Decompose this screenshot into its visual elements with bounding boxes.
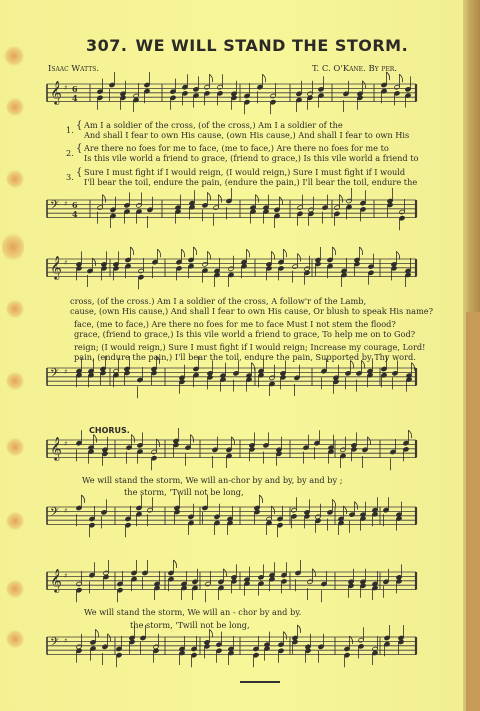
treble-clef-icon: 𝄞 (50, 80, 62, 104)
verse-number: 2. (66, 148, 74, 158)
note-flag (396, 251, 399, 259)
note-flag (157, 249, 160, 257)
bass-clef-icon: 𝄢 (50, 199, 60, 215)
note-flag (255, 195, 258, 203)
note-flag (246, 249, 249, 257)
verse-number: 3. (66, 172, 74, 182)
chorus-heading: CHORUS. (89, 426, 130, 435)
note-flag (209, 74, 212, 82)
note-flag (131, 435, 134, 443)
lyric-line: Sure I must fight if I would reign, (I would reign,) Sure I must fight if I would (84, 167, 406, 177)
note-flag (386, 72, 389, 80)
brace: { (76, 167, 83, 178)
note-flag (362, 81, 365, 89)
note-flag (209, 629, 212, 637)
note-flag (332, 247, 335, 255)
sharp-icon: ♯ (64, 84, 68, 92)
sharp-icon: ♯ (64, 507, 68, 515)
note-flag (283, 249, 286, 257)
note-flag (107, 634, 110, 642)
bass-clef-icon: 𝄢 (50, 367, 60, 383)
chorus-lyric: We will stand the storm, We will an - chor by and by. (84, 607, 302, 617)
hymn-title-text: WE WILL STAND THE STORM. (135, 36, 409, 55)
note-flag (297, 625, 300, 633)
note-flag (411, 363, 414, 371)
lyric-line: Are there no foes for me to face, (me to face,) Are there no foes for me to (84, 143, 389, 153)
note-flag (95, 629, 98, 637)
lyric-line: I'll bear the toil, endure the pain, (endure the pain,) I'll bear the toil, endure the (84, 177, 418, 187)
note-flag (181, 249, 184, 257)
note-flag (207, 192, 210, 200)
sharp-icon: ♯ (64, 572, 68, 580)
treble-clef-icon: 𝄞 (50, 436, 62, 460)
lyric-line: Am I a soldier of the cross, (of the cross,) Am I a soldier of the (84, 120, 343, 130)
lyric-line: And shall I fear to own His cause, (own His cause,) And shall I fear to own His (84, 130, 410, 140)
note-flag (332, 499, 335, 507)
note-flag (190, 435, 193, 443)
bass-clef-icon: 𝄢 (50, 506, 60, 522)
note-flag (223, 569, 226, 577)
note-flag (207, 251, 210, 259)
chorus-lyric: the storm, 'Twill not be long, (124, 487, 244, 497)
time-signature: 6 (72, 200, 78, 210)
note-flag (399, 74, 402, 82)
note-flag (367, 437, 370, 445)
sharp-icon: ♯ (64, 259, 68, 267)
sharp-icon: ♯ (64, 637, 68, 645)
bass-clef-icon: 𝄢 (50, 636, 60, 652)
hymn-number: 307. (86, 36, 128, 55)
note-flag (231, 437, 234, 445)
lyric-line: cause, (own His cause,) And shall I fear to own His cause, Or blush to speak His name? (70, 306, 433, 316)
sharp-icon: ♯ (64, 368, 68, 376)
note-flag (359, 247, 362, 255)
lyric-line: reign; (I would reign,) Sure I must fight if I would reign; Increase my courage, Lord! (74, 342, 426, 352)
note-flag (271, 251, 274, 259)
note-flag (251, 363, 254, 371)
lyric-line: grace, (friend to grace,) Is this vile world a friend to grace, To help me on to God? (74, 329, 416, 339)
lyricist-credit: Isaac Watts. (48, 64, 100, 74)
page-mark (240, 681, 280, 683)
treble-clef-icon: 𝄞 (50, 568, 62, 592)
note-flag (218, 195, 221, 203)
treble-clef-icon: 𝄞 (50, 255, 62, 279)
lyric-line: cross, (of the cross.) Am I a soldier of the cross, A follow'r of the Lamb, (70, 296, 367, 306)
note-flag (173, 560, 176, 568)
note-flag (354, 502, 357, 510)
note-flag (339, 195, 342, 203)
note-flag (408, 430, 411, 438)
note-flag (297, 254, 300, 262)
note-flag (312, 569, 315, 577)
chorus-lyric: the storm, 'Twill not be long, (130, 620, 250, 630)
lyric-line: Is this vile world a friend to grace, (friend to grace,) Is this vile world a friend to (84, 153, 419, 163)
note-flag (279, 197, 282, 205)
brace: { (76, 120, 83, 131)
sharp-icon: ♯ (64, 200, 68, 208)
composer-credit: T. C. O'Kane. By per. (312, 64, 397, 74)
time-signature: 4 (72, 209, 78, 219)
note-flag (283, 632, 286, 640)
note-flag (93, 435, 96, 443)
note-flag (193, 247, 196, 255)
note-flag (102, 195, 105, 203)
note-flag (259, 495, 262, 503)
chorus-lyric: We will stand the storm, We will an-chor by and by, by and by ; (82, 475, 343, 485)
sharp-icon: ♯ (64, 440, 68, 448)
lyric-line: face, (me to face,) Are there no foes for me to face Must I not stem the flood? (74, 319, 396, 329)
note-flag (130, 247, 133, 255)
brace: { (76, 143, 83, 154)
lyric-line: pain, (endure the pain,) I'll bear the toil, endure the pain, Supported by Thy word. (74, 352, 416, 362)
note-flag (262, 74, 265, 82)
note-flag (81, 495, 84, 503)
time-signature: 4 (72, 93, 78, 103)
verse-number: 1. (66, 125, 74, 135)
time-signature: 6 (72, 84, 78, 94)
